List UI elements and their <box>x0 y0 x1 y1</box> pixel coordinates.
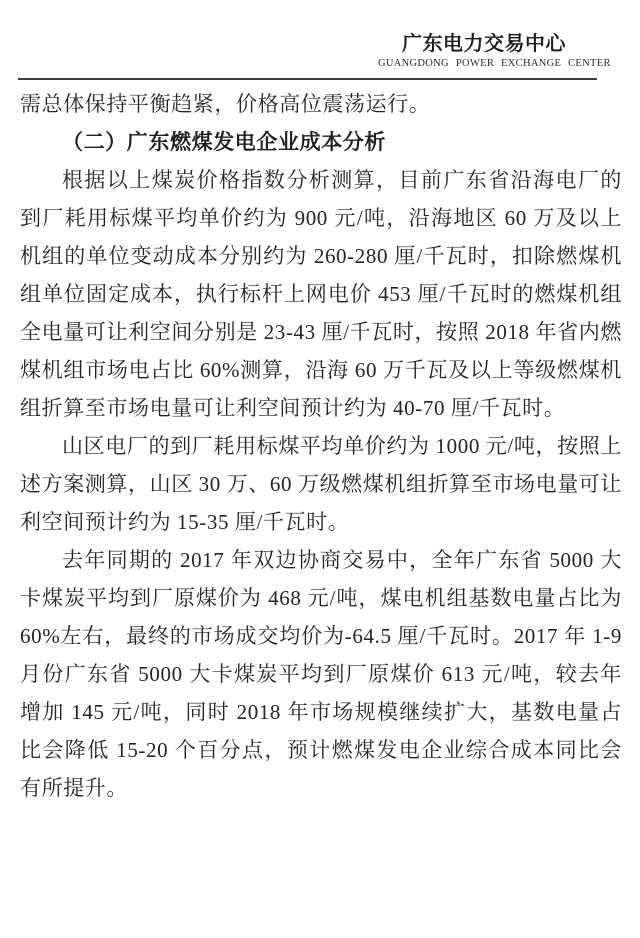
paragraph-mountain-plants: 山区电厂的到厂耗用标煤平均单价约为 1000 元/吨，按照上述方案测算，山区 30 万、60 万级燃煤机组折算至市场电量可让利空间预计约为 15-35 厘/千瓦时。 <box>20 434 622 534</box>
paragraph-2017-comparison: 去年同期的 2017 年双边协商交易中，全年广东省 5000 大卡煤炭平均到厂原煤价为 468 元/吨，煤电机组基数电量占比为 60%左右，最终的市场成交均价为-64.5 厘/千瓦时。2017 年 1-9 月份广东省 5000 大卡煤炭平均到厂原煤价 613 元/吨，较去年增加 145 元/吨，同时 2018 年市场规模继续扩大，基数电量占比会降低 15-20 个百分点，预计燃煤发电企业综合成本同比会有所提升。 <box>20 548 622 800</box>
org-name-chinese: 广东电力交易中心 <box>402 33 566 55</box>
section-heading: （二）广东燃煤发电企业成本分析 <box>62 130 386 154</box>
org-brand <box>378 33 611 70</box>
continuation-paragraph: 需总体保持平衡趋紧，价格高位震荡运行。 <box>20 92 431 116</box>
paragraph-coastal-cost-analysis: 根据以上煤炭价格指数分析测算，目前广东省沿海电厂的到厂耗用标煤平均单价约为 900 元/吨，沿海地区 60 万及以上机组的单位变动成本分别约为 260-280 厘/千瓦时，扣除燃煤机组单位固定成本，执行标杆上网电价 453 厘/千瓦时的燃煤机组全电量可让利空间分别是 23-43 厘/千瓦时，按照 2018 年省内燃煤机组市场电占比 60%测算，沿海 60 万千瓦及以上等级燃煤机组折算至市场电量可让利空间预计约为 40-70 厘/千瓦时。 <box>20 168 622 420</box>
header-divider <box>18 78 597 80</box>
org-name-english: GUANGDONG POWER EXCHANGE CENTER <box>378 58 611 69</box>
document-body <box>20 85 622 807</box>
